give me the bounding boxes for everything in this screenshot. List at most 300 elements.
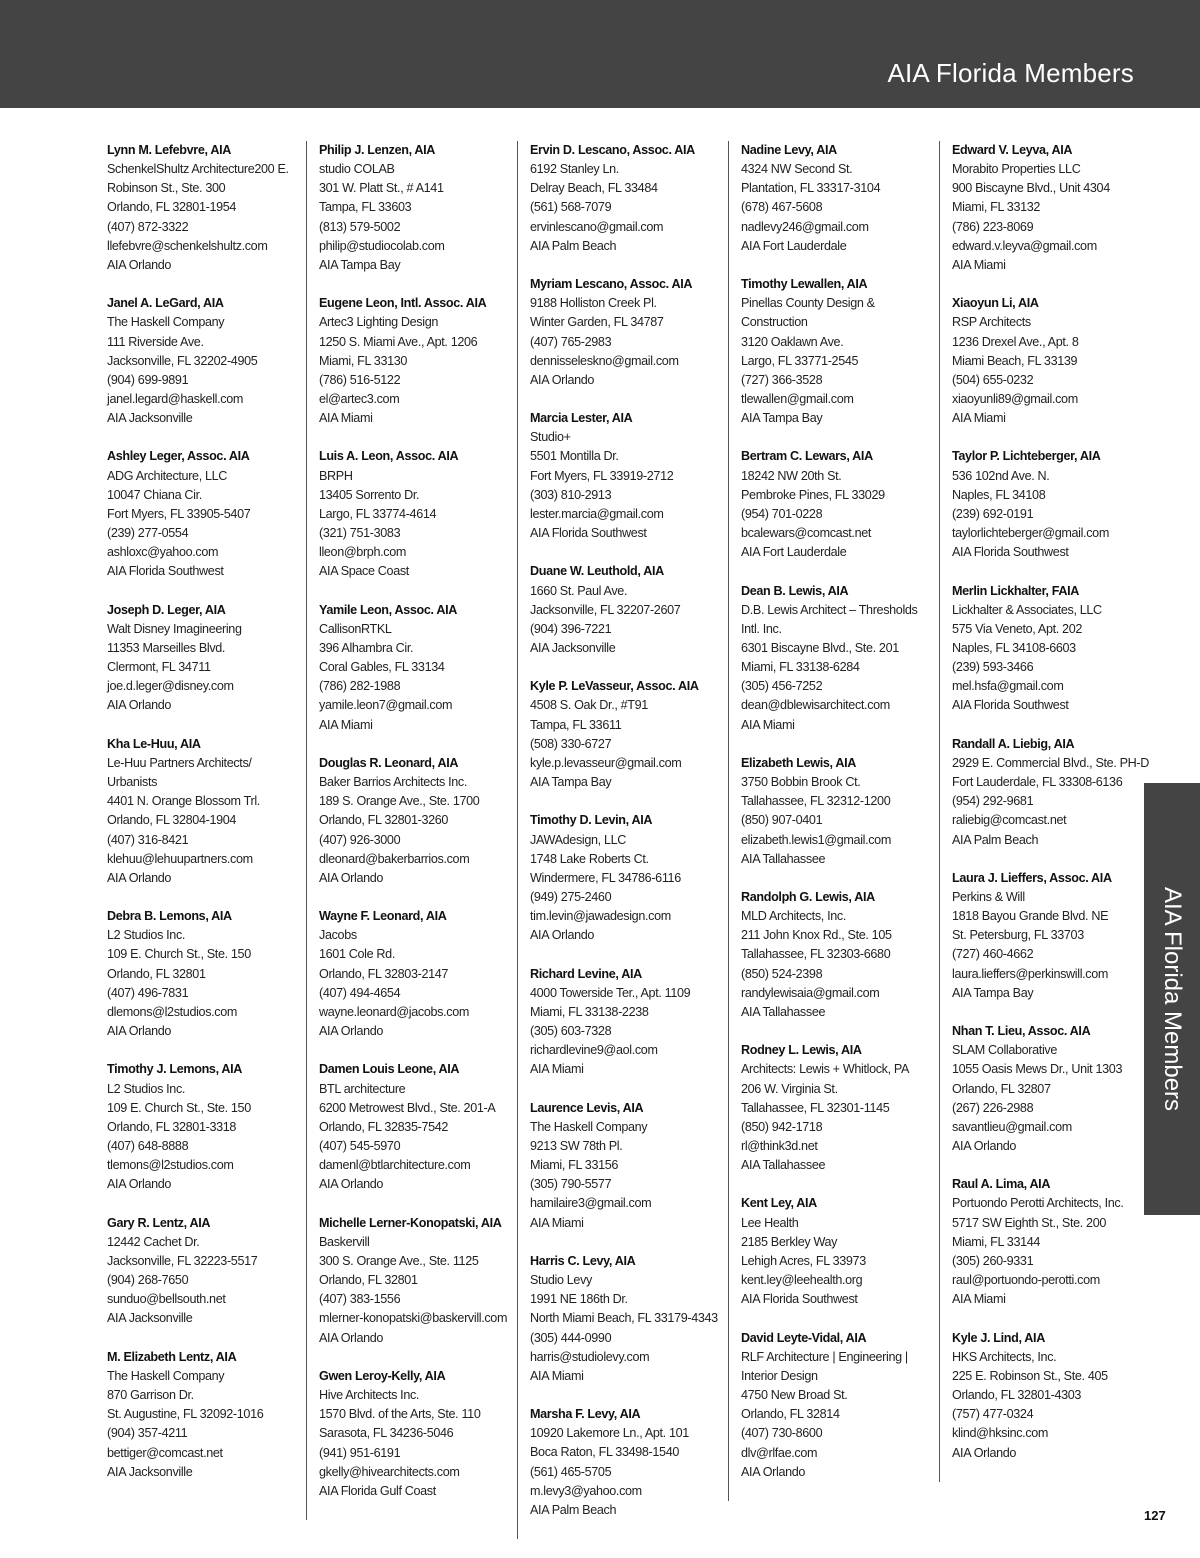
member-detail-line: CallisonRTKL	[319, 621, 392, 636]
member-detail-line: Artec3 Lighting Design	[319, 315, 439, 330]
member-detail-line: St. Augustine, FL 32092-1016	[107, 1407, 264, 1422]
member-detail-line: 3750 Bobbin Brook Ct.	[741, 775, 861, 790]
member-name: Elizabeth Lewis, AIA	[741, 755, 856, 770]
member-entry	[530, 562, 730, 658]
member-detail-line: AIA Fort Lauderdale	[741, 545, 847, 560]
member-entry	[319, 907, 519, 1041]
member-detail-line: AIA Orlando	[952, 1139, 1017, 1154]
member-detail-line: richardlevine9@aol.com	[530, 1043, 658, 1058]
member-detail-line: Baker Barrios Architects Inc.	[319, 775, 468, 790]
member-detail-line: AIA Jacksonville	[107, 411, 193, 426]
member-entry	[107, 447, 307, 581]
member-detail-line: Tallahassee, FL 32312-1200	[741, 794, 891, 809]
header-title: AIA Florida Members	[887, 58, 1134, 88]
member-detail-line: 10047 Chiana Cir.	[107, 487, 202, 502]
member-column-1	[107, 141, 307, 1501]
member-name: Timothy J. Lemons, AIA	[107, 1062, 243, 1077]
member-detail-line: bcalewars@comcast.net	[741, 526, 872, 541]
member-entry	[952, 294, 1152, 428]
page-header	[0, 0, 1200, 108]
member-detail-line: 6301 Biscayne Blvd., Ste. 201	[741, 641, 899, 656]
member-detail-line: AIA Orlando	[319, 1177, 384, 1192]
member-detail-line: AIA Florida Southwest	[952, 698, 1069, 713]
member-detail-line: kyle.p.levasseur@gmail.com	[530, 755, 682, 770]
member-name: Wayne F. Leonard, AIA	[319, 909, 447, 924]
member-name: Edward V. Leyva, AIA	[952, 143, 1073, 157]
member-detail-line: (239) 593-3466	[952, 660, 1034, 675]
member-name: Merlin Lickhalter, FAIA	[952, 583, 1080, 598]
member-detail-line: (786) 516-5122	[319, 372, 401, 387]
member-entry	[741, 141, 941, 256]
side-section-tab	[1144, 783, 1200, 1215]
member-detail-line: Robinson St., Ste. 300	[107, 181, 226, 196]
member-detail-line: tim.levin@jawadesign.com	[530, 909, 671, 924]
member-entry	[107, 1348, 307, 1482]
member-detail-line: harris@studiolevy.com	[530, 1349, 650, 1364]
member-detail-line: Clermont, FL 34711	[107, 660, 211, 675]
member-detail-line: Orlando, FL 32801	[107, 966, 206, 981]
member-entry	[952, 735, 1152, 850]
member-entry	[741, 1194, 941, 1309]
member-detail-line: (407) 926-3000	[319, 832, 401, 847]
member-detail-line: Urbanists	[107, 775, 158, 790]
member-detail-line: 11353 Marseilles Blvd.	[107, 641, 226, 656]
member-detail-line: 18242 NW 20th St.	[741, 468, 842, 483]
member-detail-line: JAWAdesign, LLC	[530, 832, 627, 847]
member-detail-line: Orlando, FL 32801-3260	[319, 813, 449, 828]
member-detail-line: dleonard@bakerbarrios.com	[319, 851, 470, 866]
member-detail-line: AIA Miami	[530, 1368, 584, 1383]
member-detail-line: Orlando, FL 32814	[741, 1407, 840, 1422]
member-detail-line: dlemons@l2studios.com	[107, 1004, 238, 1019]
member-name: David Leyte-Vidal, AIA	[741, 1330, 867, 1345]
member-entry	[952, 582, 1152, 716]
member-detail-line: St. Petersburg, FL 33703	[952, 928, 1084, 943]
member-detail-line: 4750 New Broad St.	[741, 1388, 848, 1403]
member-name: Marcia Lester, AIA	[530, 411, 633, 426]
member-detail-line: 2929 E. Commercial Blvd., Ste. PH-D	[952, 755, 1150, 770]
member-column-5	[939, 141, 1152, 1482]
member-detail-line: AIA Orlando	[107, 698, 172, 713]
member-detail-line: 5717 SW Eighth St., Ste. 200	[952, 1215, 1107, 1230]
member-detail-line: AIA Palm Beach	[530, 1502, 617, 1517]
member-detail-line: AIA Orlando	[319, 1330, 384, 1345]
member-entry	[952, 447, 1152, 562]
member-detail-line: (954) 292-9681	[952, 794, 1034, 809]
member-detail-line: 1660 St. Paul Ave.	[530, 583, 628, 598]
member-detail-line: AIA Orlando	[107, 870, 172, 885]
member-entry	[107, 735, 307, 888]
member-detail-line: AIA Jacksonville	[107, 1311, 193, 1326]
member-detail-line: raul@portuondo-perotti.com	[952, 1273, 1100, 1288]
member-detail-line: dennisseleskno@gmail.com	[530, 353, 679, 368]
member-detail-line: 10920 Lakemore Ln., Apt. 101	[530, 1426, 689, 1441]
member-detail-line: edward.v.leyva@gmail.com	[952, 238, 1097, 253]
member-name: Bertram C. Lewars, AIA	[741, 449, 873, 464]
member-detail-line: raliebig@comcast.net	[952, 813, 1067, 828]
member-name: Debra B. Lemons, AIA	[107, 909, 232, 924]
member-entry	[319, 754, 519, 888]
member-entry	[741, 582, 941, 735]
page-number: 127	[1144, 1508, 1166, 1523]
member-detail-line: (267) 226-2988	[952, 1100, 1034, 1115]
member-detail-line: 3120 Oaklawn Ave.	[741, 334, 844, 349]
member-name: Taylor P. Lichteberger, AIA	[952, 449, 1101, 464]
member-detail-line: lester.marcia@gmail.com	[530, 506, 664, 521]
member-detail-line: AIA Orlando	[107, 257, 172, 272]
member-detail-line: 1250 S. Miami Ave., Apt. 1206	[319, 334, 478, 349]
member-detail-line: 9213 SW 78th Pl.	[530, 1139, 623, 1154]
member-detail-line: Miami, FL 33156	[530, 1158, 619, 1173]
member-detail-line: Lehigh Acres, FL 33973	[741, 1253, 866, 1268]
member-detail-line: m.levy3@yahoo.com	[530, 1483, 642, 1498]
member-detail-line: ervinlescano@gmail.com	[530, 219, 664, 234]
member-detail-line: AIA Orlando	[741, 1464, 806, 1479]
member-detail-line: Perkins & Will	[952, 890, 1025, 905]
member-detail-line: 4000 Towerside Ter., Apt. 1109	[530, 985, 691, 1000]
member-detail-line: Largo, FL 33774-4614	[319, 506, 437, 521]
member-detail-line: (727) 366-3528	[741, 372, 823, 387]
member-entry	[319, 447, 519, 581]
member-detail-line: (561) 465-5705	[530, 1464, 612, 1479]
member-detail-line: Miami, FL 33130	[319, 353, 408, 368]
member-detail-line: AIA Fort Lauderdale	[741, 238, 847, 253]
member-entry	[741, 1329, 941, 1482]
member-detail-line: 9188 Holliston Creek Pl.	[530, 296, 657, 311]
member-detail-line: Miami Beach, FL 33139	[952, 353, 1078, 368]
member-detail-line: Naples, FL 34108-6603	[952, 641, 1076, 656]
member-detail-line: bettiger@comcast.net	[107, 1445, 223, 1460]
member-detail-line: BTL architecture	[319, 1081, 406, 1096]
member-detail-line: ADG Architecture, LLC	[107, 468, 228, 483]
member-detail-line: Miami, FL 33138-2238	[530, 1004, 649, 1019]
member-detail-line: AIA Jacksonville	[107, 1464, 193, 1479]
member-entry	[530, 677, 730, 792]
member-detail-line: AIA Miami	[952, 411, 1006, 426]
member-name: Harris C. Levy, AIA	[530, 1253, 636, 1268]
member-detail-line: (305) 444-0990	[530, 1330, 612, 1345]
member-entry	[952, 141, 1152, 275]
member-detail-line: 1748 Lake Roberts Ct.	[530, 851, 649, 866]
member-detail-line: AIA Miami	[319, 717, 373, 732]
member-detail-line: Jacksonville, FL 32223-5517	[107, 1253, 258, 1268]
member-detail-line: Boca Raton, FL 33498-1540	[530, 1445, 680, 1460]
member-entry	[530, 1252, 730, 1386]
member-detail-line: sunduo@bellsouth.net	[107, 1292, 226, 1307]
member-detail-line: 1818 Bayou Grande Blvd. NE	[952, 909, 1109, 924]
member-detail-line: 1236 Drexel Ave., Apt. 8	[952, 334, 1079, 349]
member-detail-line: Orlando, FL 32801-1954	[107, 200, 237, 215]
member-detail-line: (727) 460-4662	[952, 947, 1034, 962]
member-detail-line: gkelly@hivearchitects.com	[319, 1464, 460, 1479]
member-detail-line: AIA Orlando	[319, 1024, 384, 1039]
member-name: Randolph G. Lewis, AIA	[741, 890, 875, 905]
member-entry	[741, 1041, 941, 1175]
member-detail-line: RLF Architecture | Engineering |	[741, 1349, 908, 1364]
member-detail-line: mlerner-konopatski@baskervill.com	[319, 1311, 508, 1326]
member-detail-line: 4401 N. Orange Blossom Trl.	[107, 794, 260, 809]
member-detail-line: (407) 545-5970	[319, 1139, 401, 1154]
member-name: Kha Le-Huu, AIA	[107, 736, 201, 751]
member-detail-line: Windermere, FL 34786-6116	[530, 870, 681, 885]
member-detail-line: Orlando, FL 32801	[319, 1273, 418, 1288]
member-detail-line: studio COLAB	[319, 162, 395, 177]
member-detail-line: (407) 648-8888	[107, 1139, 189, 1154]
member-detail-line: rl@think3d.net	[741, 1139, 818, 1154]
member-entry	[530, 1405, 730, 1520]
member-name: M. Elizabeth Lentz, AIA	[107, 1349, 237, 1364]
member-detail-line: Orlando, FL 32804-1904	[107, 813, 237, 828]
member-detail-line: Orlando, FL 32801-3318	[107, 1119, 237, 1134]
member-detail-line: Jacobs	[319, 928, 357, 943]
member-detail-line: (239) 692-0191	[952, 506, 1034, 521]
member-detail-line: AIA Palm Beach	[952, 832, 1039, 847]
member-detail-line: (757) 477-0324	[952, 1407, 1034, 1422]
member-detail-line: 13405 Sorrento Dr.	[319, 487, 420, 502]
member-detail-line: AIA Florida Gulf Coast	[319, 1483, 436, 1498]
member-entry	[530, 811, 730, 945]
member-detail-line: llefebvre@schenkelshultz.com	[107, 238, 268, 253]
member-name: Timothy Lewallen, AIA	[741, 277, 868, 292]
member-detail-line: 396 Alhambra Cir.	[319, 641, 414, 656]
member-detail-line: Architects: Lewis + Whitlock, PA	[741, 1062, 910, 1077]
member-detail-line: (321) 751-3083	[319, 526, 401, 541]
member-detail-line: BRPH	[319, 468, 353, 483]
member-detail-line: 211 John Knox Rd., Ste. 105	[741, 928, 892, 943]
member-detail-line: (949) 275-2460	[530, 890, 612, 905]
member-detail-line: 189 S. Orange Ave., Ste. 1700	[319, 794, 480, 809]
member-detail-line: (305) 260-9331	[952, 1253, 1034, 1268]
member-detail-line: (850) 942-1718	[741, 1119, 823, 1134]
member-entry	[319, 294, 519, 428]
member-detail-line: kent.ley@leehealth.org	[741, 1273, 863, 1288]
member-detail-line: Orlando, FL 32835-7542	[319, 1119, 449, 1134]
member-detail-line: Hive Architects Inc.	[319, 1388, 420, 1403]
member-detail-line: RSP Architects	[952, 315, 1031, 330]
member-detail-line: (850) 524-2398	[741, 966, 823, 981]
member-entry	[530, 965, 730, 1080]
member-name: Ervin D. Lescano, Assoc. AIA	[530, 143, 695, 157]
member-detail-line: Winter Garden, FL 34787	[530, 315, 664, 330]
member-detail-line: Fort Myers, FL 33919-2712	[530, 468, 674, 483]
member-entry	[319, 1214, 519, 1348]
member-detail-line: tlemons@l2studios.com	[107, 1158, 234, 1173]
member-entry	[952, 1329, 1152, 1463]
member-detail-line: Miami, FL 33138-6284	[741, 660, 860, 675]
member-detail-line: Tampa, FL 33603	[319, 200, 412, 215]
member-detail-line: 4324 NW Second St.	[741, 162, 853, 177]
member-name: Eugene Leon, Intl. Assoc. AIA	[319, 296, 487, 311]
member-detail-line: 1570 Blvd. of the Arts, Ste. 110	[319, 1407, 481, 1422]
member-name: Gwen Leroy-Kelly, AIA	[319, 1368, 446, 1383]
member-detail-line: 575 Via Veneto, Apt. 202	[952, 621, 1083, 636]
member-name: Gary R. Lentz, AIA	[107, 1215, 211, 1230]
member-detail-line: 225 E. Robinson St., Ste. 405	[952, 1368, 1108, 1383]
member-detail-line: (407) 496-7831	[107, 985, 189, 1000]
member-detail-line: AIA Orlando	[530, 372, 595, 387]
member-detail-line: (904) 699-9891	[107, 372, 189, 387]
member-detail-line: 6200 Metrowest Blvd., Ste. 201-A	[319, 1100, 496, 1115]
member-detail-line: 1991 NE 186th Dr.	[530, 1292, 628, 1307]
member-detail-line: D.B. Lewis Architect – Thresholds	[741, 602, 918, 617]
member-detail-line: 5501 Montilla Dr.	[530, 449, 619, 464]
member-detail-line: Interior Design	[741, 1368, 818, 1383]
member-name: Laura J. Lieffers, Assoc. AIA	[952, 870, 1112, 885]
member-entry	[952, 869, 1152, 1003]
member-entry	[741, 888, 941, 1022]
member-detail-line: (904) 396-7221	[530, 621, 612, 636]
member-column-4	[728, 141, 941, 1501]
member-detail-line: Pembroke Pines, FL 33029	[741, 487, 885, 502]
member-entry	[530, 141, 730, 256]
member-detail-line: 6192 Stanley Ln.	[530, 162, 619, 177]
member-entry	[107, 1060, 307, 1194]
member-name: Marsha F. Levy, AIA	[530, 1407, 641, 1422]
member-entry	[741, 447, 941, 562]
member-name: Timothy D. Levin, AIA	[530, 813, 653, 828]
member-detail-line: 206 W. Virginia St.	[741, 1081, 838, 1096]
member-detail-line: laura.lieffers@perkinswill.com	[952, 966, 1109, 981]
member-name: Douglas R. Leonard, AIA	[319, 755, 459, 770]
member-detail-line: SLAM Collaborative	[952, 1043, 1057, 1058]
member-entry	[319, 141, 519, 275]
member-detail-line: janel.legard@haskell.com	[107, 392, 243, 407]
member-detail-line: Jacksonville, FL 32202-4905	[107, 353, 258, 368]
member-detail-line: (239) 277-0554	[107, 526, 189, 541]
member-detail-line: ashloxc@yahoo.com	[107, 545, 219, 560]
member-detail-line: MLD Architects, Inc.	[741, 909, 846, 924]
member-detail-line: xiaoyunli89@gmail.com	[952, 392, 1078, 407]
member-detail-line: Studio+	[530, 430, 571, 445]
member-detail-line: 4508 S. Oak Dr., #T91	[530, 698, 648, 713]
member-detail-line: (407) 730-8600	[741, 1426, 823, 1441]
member-detail-line: (407) 872-3322	[107, 219, 189, 234]
member-detail-line: (786) 223-8069	[952, 219, 1034, 234]
member-name: Kyle P. LeVasseur, Assoc. AIA	[530, 679, 699, 694]
member-detail-line: philip@studiocolab.com	[319, 238, 445, 253]
member-detail-line: 109 E. Church St., Ste. 150	[107, 947, 251, 962]
member-detail-line: damenl@btlarchitecture.com	[319, 1158, 471, 1173]
member-detail-line: 2185 Berkley Way	[741, 1234, 838, 1249]
member-name: Rodney L. Lewis, AIA	[741, 1043, 862, 1058]
member-name: Yamile Leon, Assoc. AIA	[319, 602, 457, 617]
member-detail-line: Pinellas County Design &	[741, 296, 875, 311]
member-detail-line: AIA Palm Beach	[530, 238, 617, 253]
member-detail-line: AIA Miami	[952, 1292, 1006, 1307]
member-name: Laurence Levis, AIA	[530, 1100, 644, 1115]
member-detail-line: (407) 383-1556	[319, 1292, 401, 1307]
member-column-2	[306, 141, 519, 1520]
member-detail-line: (305) 603-7328	[530, 1024, 612, 1039]
member-detail-line: AIA Orlando	[952, 1445, 1017, 1460]
member-column-3	[517, 141, 730, 1539]
member-entry	[530, 1099, 730, 1233]
member-detail-line: HKS Architects, Inc.	[952, 1349, 1057, 1364]
member-detail-line: (407) 494-4654	[319, 985, 401, 1000]
member-name: Lynn M. Lefebvre, AIA	[107, 143, 231, 157]
member-detail-line: Portuondo Perotti Architects, Inc.	[952, 1196, 1124, 1211]
member-detail-line: 301 W. Platt St., # A141	[319, 181, 444, 196]
member-detail-line: Lickhalter & Associates, LLC	[952, 602, 1102, 617]
member-detail-line: Orlando, FL 32807	[952, 1081, 1051, 1096]
member-detail-line: (305) 790-5577	[530, 1177, 612, 1192]
member-detail-line: AIA Tampa Bay	[952, 985, 1034, 1000]
member-entry	[319, 1367, 519, 1501]
member-detail-line: 111 Riverside Ave.	[107, 334, 204, 349]
member-detail-line: mel.hsfa@gmail.com	[952, 679, 1064, 694]
member-detail-line: AIA Miami	[952, 257, 1006, 272]
member-detail-line: AIA Florida Southwest	[107, 564, 224, 579]
member-detail-line: L2 Studios Inc.	[107, 928, 186, 943]
member-entry	[530, 275, 730, 390]
member-detail-line: SchenkelShultz Architecture200 E.	[107, 162, 289, 177]
member-detail-line: tlewallen@gmail.com	[741, 392, 854, 407]
member-detail-line: lleon@brph.com	[319, 545, 406, 560]
side-tab-title: AIA Florida Members	[1159, 886, 1186, 1112]
member-detail-line: AIA Tallahassee	[741, 1158, 826, 1173]
member-detail-line: Baskervill	[319, 1234, 370, 1249]
member-detail-line: yamile.leon7@gmail.com	[319, 698, 453, 713]
member-detail-line: The Haskell Company	[107, 1368, 225, 1383]
member-detail-line: Morabito Properties LLC	[952, 162, 1081, 177]
member-detail-line: Le-Huu Partners Architects/	[107, 755, 252, 770]
member-detail-line: (508) 330-6727	[530, 736, 612, 751]
member-detail-line: klind@hksinc.com	[952, 1426, 1049, 1441]
member-name: Xiaoyun Li, AIA	[952, 296, 1039, 311]
member-detail-line: 12442 Cachet Dr.	[107, 1234, 200, 1249]
member-detail-line: Plantation, FL 33317-3104	[741, 181, 881, 196]
member-detail-line: 109 E. Church St., Ste. 150	[107, 1100, 251, 1115]
member-detail-line: 1601 Cole Rd.	[319, 947, 395, 962]
member-detail-line: randylewisaia@gmail.com	[741, 985, 880, 1000]
member-detail-line: Studio Levy	[530, 1273, 592, 1288]
member-detail-line: dean@dblewisarchitect.com	[741, 698, 890, 713]
member-detail-line: Fort Lauderdale, FL 33308-6136	[952, 775, 1123, 790]
member-name: Raul A. Lima, AIA	[952, 1177, 1051, 1192]
member-detail-line: North Miami Beach, FL 33179-4343	[530, 1311, 718, 1326]
member-detail-line: 536 102nd Ave. N.	[952, 468, 1050, 483]
member-name: Nhan T. Lieu, Assoc. AIA	[952, 1024, 1091, 1039]
member-detail-line: Intl. Inc.	[741, 621, 782, 636]
member-detail-line: AIA Miami	[319, 411, 373, 426]
member-detail-line: (941) 951-6191	[319, 1445, 401, 1460]
member-detail-line: (305) 456-7252	[741, 679, 823, 694]
member-name: Ashley Leger, Assoc. AIA	[107, 449, 250, 464]
member-detail-line: taylorlichteberger@gmail.com	[952, 526, 1109, 541]
member-detail-line: Coral Gables, FL 33134	[319, 660, 445, 675]
member-detail-line: The Haskell Company	[107, 315, 225, 330]
member-detail-line: Miami, FL 33144	[952, 1234, 1041, 1249]
member-detail-line: AIA Orlando	[107, 1024, 172, 1039]
member-detail-line: AIA Orlando	[530, 928, 595, 943]
member-detail-line: AIA Tampa Bay	[319, 257, 401, 272]
member-detail-line: (904) 268-7650	[107, 1273, 189, 1288]
member-detail-line: Delray Beach, FL 33484	[530, 181, 658, 196]
member-name: Joseph D. Leger, AIA	[107, 602, 226, 617]
member-detail-line: Orlando, FL 32803-2147	[319, 966, 449, 981]
member-name: Duane W. Leuthold, AIA	[530, 564, 664, 579]
member-entry	[319, 601, 519, 735]
member-detail-line: Jacksonville, FL 32207-2607	[530, 602, 681, 617]
member-detail-line: Largo, FL 33771-2545	[741, 353, 859, 368]
member-detail-line: Miami, FL 33132	[952, 200, 1041, 215]
member-detail-line: AIA Space Coast	[319, 564, 409, 579]
member-entry	[107, 1214, 307, 1329]
member-detail-line: Fort Myers, FL 33905-5407	[107, 506, 251, 521]
member-detail-line: Walt Disney Imagineering	[107, 621, 242, 636]
member-detail-line: dlv@rlfae.com	[741, 1445, 818, 1460]
member-detail-line: Lee Health	[741, 1215, 799, 1230]
